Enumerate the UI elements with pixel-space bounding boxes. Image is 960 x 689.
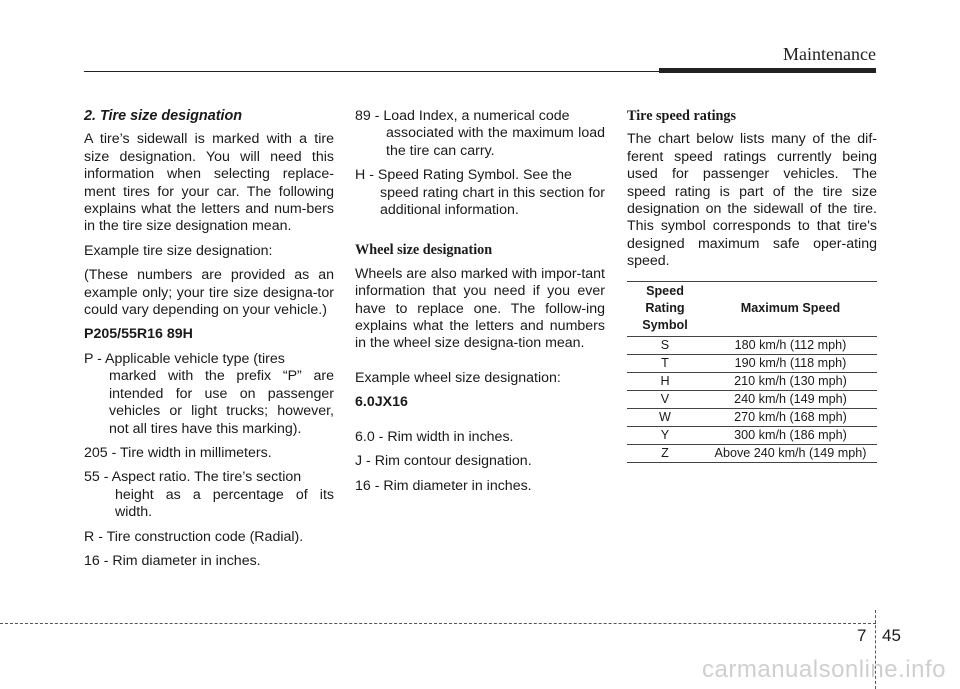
wheel-item-rim-contour: J - Rim contour designation. [355,453,532,470]
speed-symbol-cell: S [627,336,704,354]
watermark-link[interactable]: carmanualsonline.info [702,656,946,683]
tire-def-p-rest: marked with the prefix “P” are intended for use on passenger vehicles or light trucks; however, not all tires have this marking). [109,368,334,437]
tire-def-p [84,351,334,438]
wheel-example-code: 6.0JX16 [355,394,408,411]
wheel-item-rim-diameter: 16 - Rim diameter in inches. [355,477,532,494]
section-title-tire-size: 2. Tire size designation [84,108,243,124]
tire-def-55 [84,469,334,521]
wheel-example-label: Example wheel size designation: [355,369,561,386]
table-row [627,426,877,444]
wheel-size-heading: Wheel size designation [355,242,493,259]
tire-def-16-first: 16 - Rim diameter in inches. [84,552,261,569]
speed-rating-table [627,281,877,463]
speed-table-header-max: Maximum Speed [704,281,878,336]
tire-def-55-first: 55 - Aspect ratio. The tire’s section [84,469,302,486]
speed-value-cell: 270 km/h (168 mph) [704,408,878,426]
tire-def-h [355,167,605,219]
tire-def-55-rest: height as a percentage of its width. [115,486,334,521]
speed-table-header-symbol: Speed Rating Symbol [627,281,704,336]
column-speed-ratings [627,108,877,463]
chapter-number: 7 [857,626,867,645]
tire-def-r-first: R - Tire construction code (Radial). [84,528,304,545]
wheel-item-rim-width: 6.0 - Rim width in inches. [355,428,514,445]
tire-def-89-first: 89 - Load Index, a numerical code [355,108,570,124]
header-rule-accent [659,68,876,73]
table-row [627,354,877,372]
tire-def-p-first: P - Applicable vehicle type (tires [84,350,285,367]
wheel-size-intro: Wheels are also marked with impor-tant information that you need if you ever have to replace one. The follow-ing explains what the letters and numbers in the wheel size designa-tion mean. [355,265,605,352]
speed-symbol-cell: V [627,390,704,408]
page-section-title: Maintenance [783,44,876,64]
tire-def-89-rest: associated with the maximum load the tire can carry. [386,125,605,159]
tire-def-r [84,529,334,546]
speed-value-cell: Above 240 km/h (149 mph) [704,444,878,462]
tire-def-205-first: 205 - Tire width in millimeters. [84,444,272,461]
table-row [627,372,877,390]
speed-ratings-heading: Tire speed ratings [627,108,737,124]
speed-value-cell: 300 km/h (186 mph) [704,426,878,444]
table-row [627,444,877,462]
tire-size-intro: A tire’s sidewall is marked with a tire size designation. You will need this information when selecting replace-ment tires for your car. The following explains what the letters and num-bers in the tire size designation mean. [84,131,334,235]
speed-value-cell: 180 km/h (112 mph) [704,336,878,354]
tire-def-h-first: H - Speed Rating Symbol. See the [355,167,572,184]
speed-symbol-cell: Z [627,444,704,462]
speed-value-cell: 240 km/h (149 mph) [704,390,878,408]
speed-symbol-cell: W [627,408,704,426]
speed-symbol-cell: T [627,354,704,372]
speed-symbol-cell: Y [627,426,704,444]
footer-rule [0,623,876,624]
column-wheel-size [355,108,605,502]
tire-example-label: Example tire size designation: [84,242,273,259]
speed-value-cell: 190 km/h (118 mph) [704,354,878,372]
tire-def-16 [84,553,334,570]
speed-table-header-row [627,281,877,336]
speed-value-cell: 210 km/h (130 mph) [704,372,878,390]
table-row [627,408,877,426]
page-number: 45 [882,626,901,645]
tire-def-h-rest: speed rating chart in this section for additional information. [380,184,605,219]
tire-def-89 [355,108,605,160]
speed-ratings-intro: The chart below lists many of the dif-ferent speed ratings currently being used for passenger vehicles. The speed rating is part of the tire size designation on the sidewall of the tire. This symbol corresponds to that tire's designed maximum safe oper-ating speed. [627,131,877,270]
column-tire-size [84,108,334,577]
table-row [627,336,877,354]
table-row [627,390,877,408]
speed-symbol-cell: H [627,372,704,390]
tire-example-code: P205/55R16 89H [84,326,193,343]
tire-example-note: (These numbers are provided as an example only; your tire size designa-tor could vary depending on your vehicle.) [84,267,334,319]
tire-def-205 [84,445,334,462]
